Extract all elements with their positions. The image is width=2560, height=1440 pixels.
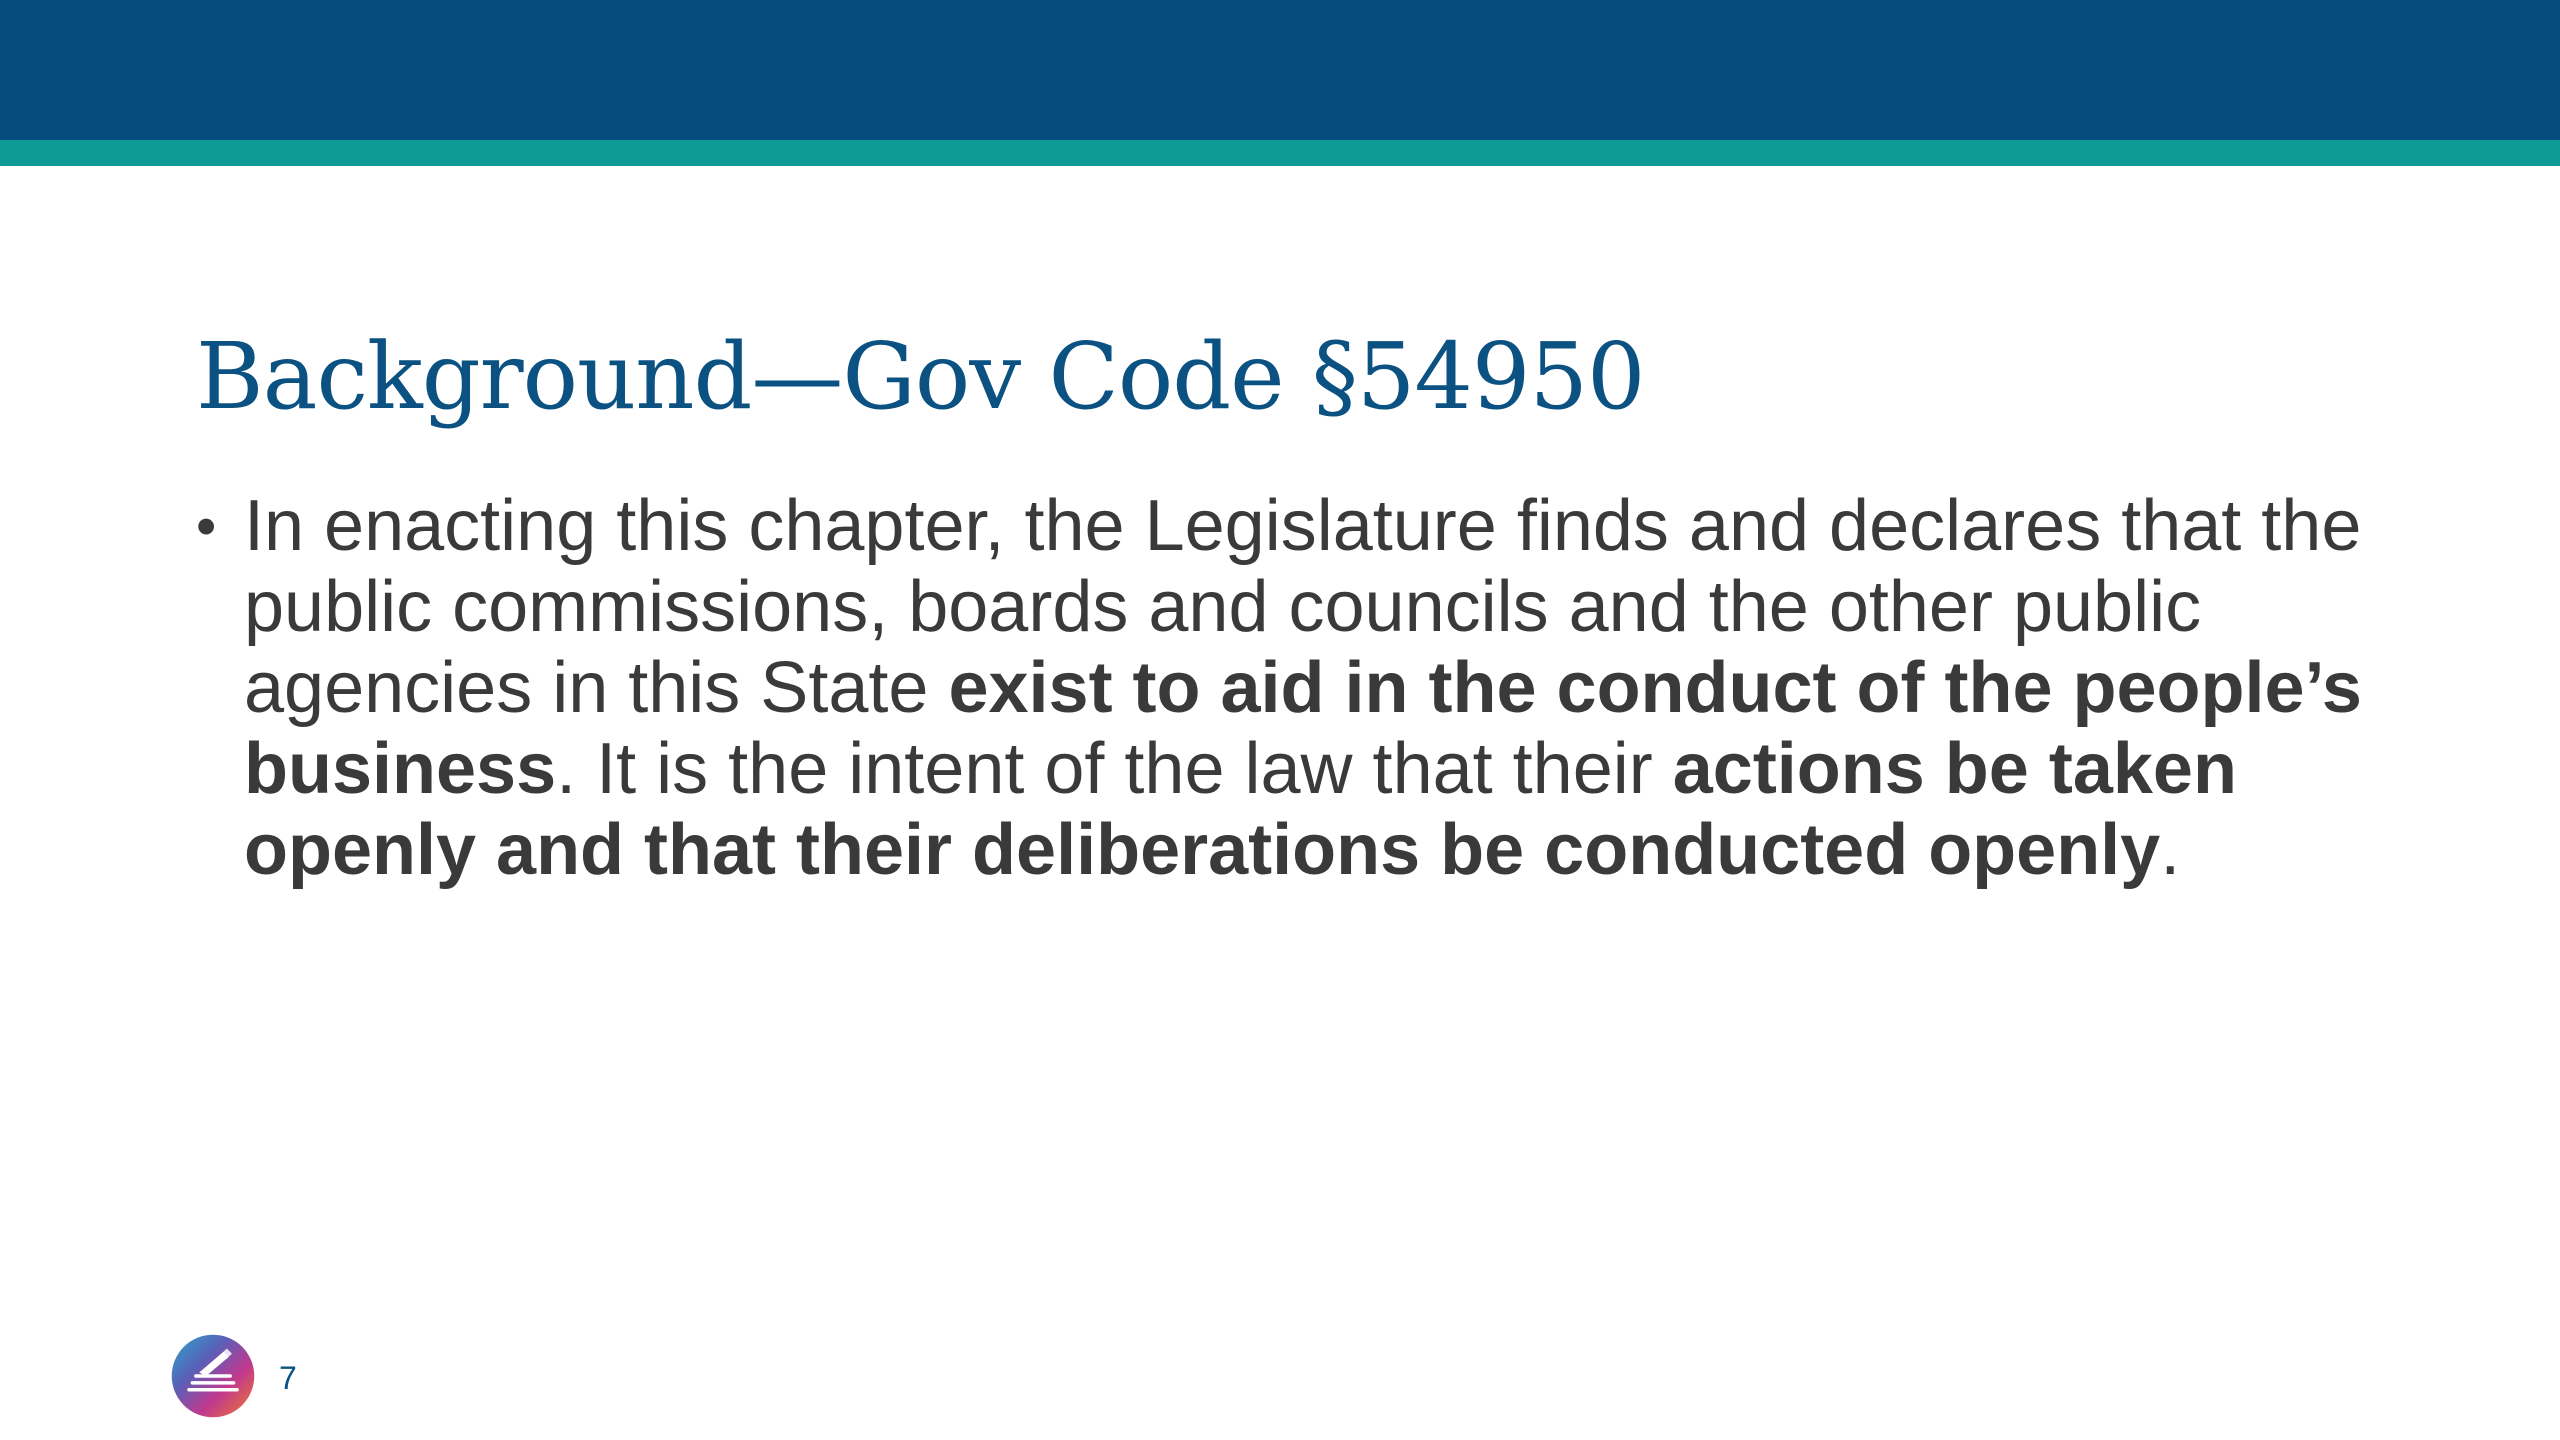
page-number: 7 (279, 1360, 297, 1396)
bullet-text-bold-2: actions be taken openly and that their deliberations be conducted openly (244, 729, 2237, 890)
slide-title: Background—Gov Code §54950 (196, 323, 1645, 430)
legislature-seal-icon (170, 1333, 256, 1419)
bullet-text-1: In enacting this chapter, the Legislature finds and declares that the public commissions, boards and councils and the other public agencies in this State (244, 486, 2362, 728)
bullet-list (196, 486, 2376, 891)
bullet-marker: • (196, 494, 217, 559)
bullet-text-2: . It is the intent of the law that their (556, 729, 1673, 809)
bullet-text-3: . (2160, 810, 2181, 890)
header-band (0, 0, 2560, 140)
bullet-text-bold-1: exist to aid in the conduct of the people’s business (244, 648, 2362, 809)
bullet-item (196, 486, 2376, 891)
accent-stripe (0, 140, 2560, 166)
